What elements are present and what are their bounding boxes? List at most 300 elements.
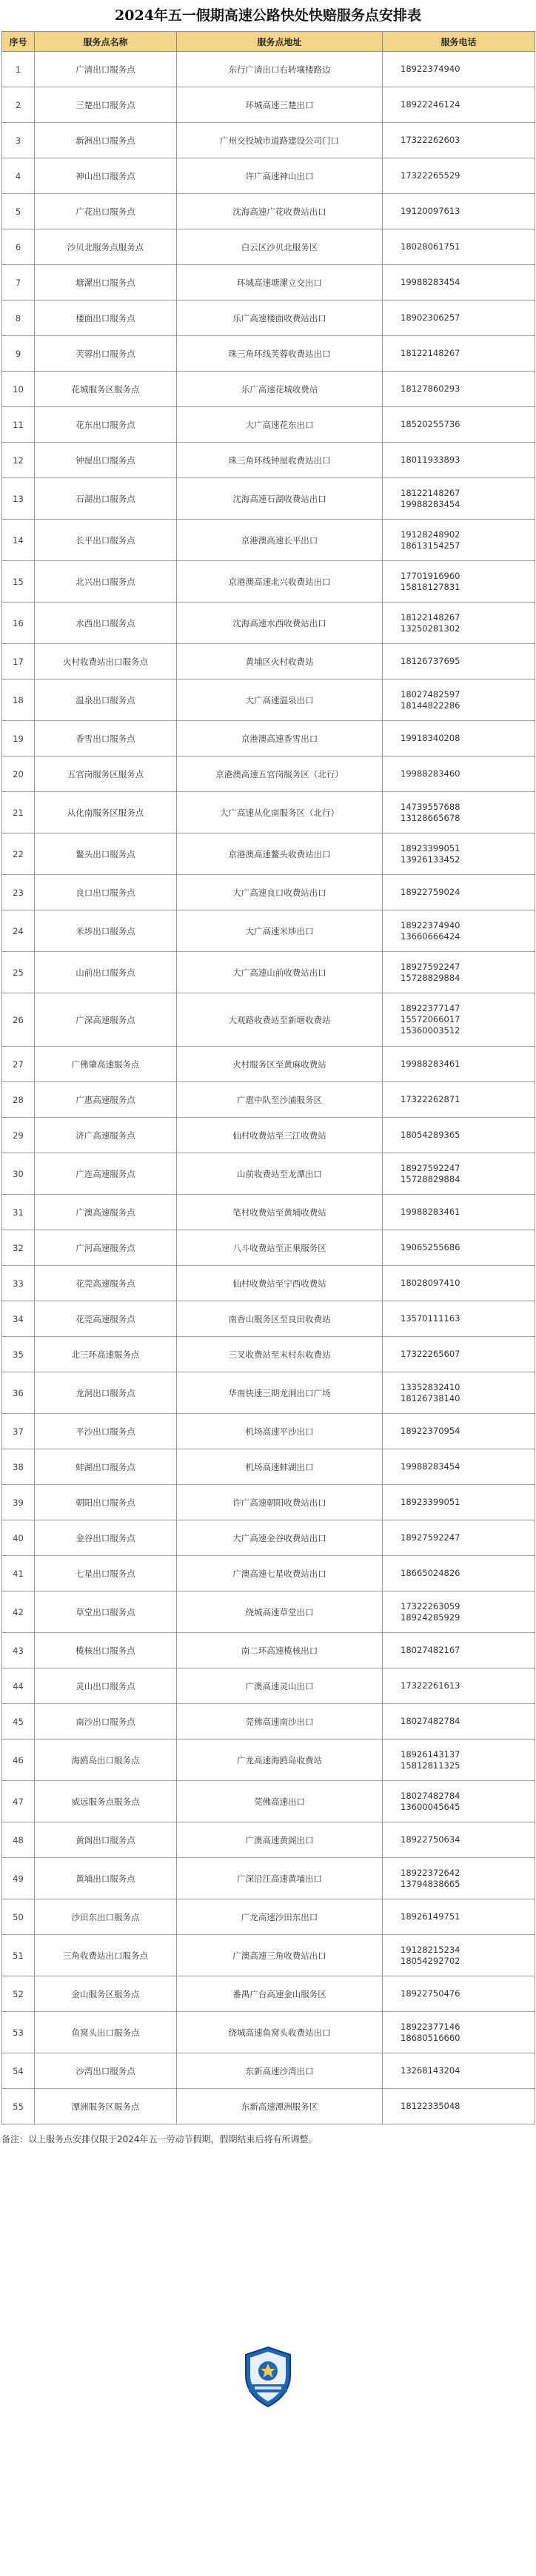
table-row <box>2 1485 535 1520</box>
cell-no: 35 <box>2 1337 35 1372</box>
cell-name: 灵山出口服务点 <box>35 1668 177 1704</box>
cell-address: 京港澳高速香雪出口 <box>177 721 383 757</box>
phone-number[interactable]: 18665024826 <box>401 1568 460 1578</box>
table-row <box>2 123 535 158</box>
cell-no: 55 <box>2 2089 35 2124</box>
phone-number[interactable]: 13600045645 <box>401 1801 460 1812</box>
table-row <box>2 372 535 407</box>
cell-no: 3 <box>2 123 35 158</box>
cell-no: 6 <box>2 229 35 265</box>
phone-number[interactable]: 18028061751 <box>401 241 460 252</box>
phone-number[interactable]: 18923399051 <box>401 842 460 853</box>
table-row <box>2 875 535 910</box>
cell-address: 山前收费站至龙潭出口 <box>177 1153 383 1195</box>
cell-phone <box>383 1485 535 1520</box>
cell-address: 大广高速米埗出口 <box>177 910 383 952</box>
phone-number[interactable]: 18922377146 <box>401 2021 460 2032</box>
table-row <box>2 644 535 680</box>
cell-name: 黄埔出口服务点 <box>35 1858 177 1899</box>
phone-number[interactable]: 18126738140 <box>401 1392 460 1403</box>
cell-phone <box>383 875 535 910</box>
cell-phone <box>383 520 535 561</box>
cell-name: 蚌湖出口服务点 <box>35 1449 177 1485</box>
cell-no: 29 <box>2 1118 35 1153</box>
cell-address: 广澳高速灵山出口 <box>177 1668 383 1704</box>
phone-number[interactable]: 18922246124 <box>401 99 460 110</box>
table-row <box>2 1301 535 1337</box>
cell-address: 广惠中队至沙浦服务区 <box>177 1082 383 1118</box>
cell-phone <box>383 1118 535 1153</box>
phone-number[interactable]: 18126737695 <box>401 656 460 666</box>
cell-no: 54 <box>2 2053 35 2089</box>
phone-number[interactable]: 13268143204 <box>401 2065 460 2076</box>
cell-name: 长平出口服务点 <box>35 520 177 561</box>
table-row <box>2 229 535 265</box>
cell-name: 龙洞出口服务点 <box>35 1372 177 1414</box>
phone-number[interactable]: 15818127831 <box>401 581 460 592</box>
table-row <box>2 478 535 520</box>
cell-name: 花城服务区服务点 <box>35 372 177 407</box>
cell-address: 大广高速从化南服务区（北行） <box>177 792 383 833</box>
table-row <box>2 1935 535 1976</box>
cell-address: 莞佛高速南沙出口 <box>177 1704 383 1740</box>
cell-phone <box>383 1556 535 1591</box>
phone-number[interactable]: 18922750634 <box>401 1834 460 1845</box>
cell-no: 2 <box>2 87 35 123</box>
table-row <box>2 1414 535 1449</box>
phone-number[interactable]: 18054292702 <box>401 1955 460 1966</box>
cell-address: 京港澳高速长平出口 <box>177 520 383 561</box>
cell-address: 南香山服务区至良田收费站 <box>177 1301 383 1337</box>
cell-name: 七星出口服务点 <box>35 1556 177 1591</box>
cell-address: 机场高速蚌湖出口 <box>177 1449 383 1485</box>
phone-number[interactable]: 17322265607 <box>401 1349 460 1359</box>
phone-number[interactable]: 18922370954 <box>401 1426 460 1436</box>
table-row <box>2 680 535 721</box>
cell-name: 从化南服务区服务点 <box>35 792 177 833</box>
phone-number[interactable]: 13128665678 <box>401 812 460 823</box>
phone-number[interactable]: 18027482784 <box>401 1716 460 1726</box>
table-row <box>2 603 535 644</box>
table-row <box>2 1899 535 1935</box>
table-row <box>2 2053 535 2089</box>
cell-phone <box>383 1047 535 1082</box>
cell-address: 乐广高速楼面收费站出口 <box>177 301 383 336</box>
phone-number[interactable]: 18680516660 <box>401 2032 460 2043</box>
table-row <box>2 265 535 301</box>
table-row <box>2 1266 535 1301</box>
table-row <box>2 158 535 194</box>
police-badge-logo <box>238 2343 298 2409</box>
phone-number[interactable]: 18922374940 <box>401 919 460 930</box>
cell-phone <box>383 833 535 875</box>
cell-phone <box>383 792 535 833</box>
table-row <box>2 993 535 1047</box>
cell-address: 仙村收费站至宁西收费站 <box>177 1266 383 1301</box>
phone-number[interactable]: 17322262871 <box>401 1094 460 1104</box>
header-phone: 服务电话 <box>383 32 535 52</box>
phone-number[interactable]: 18923399051 <box>401 1497 460 1507</box>
cell-address: 京港澳高速鳌头收费站出口 <box>177 833 383 875</box>
cell-name: 广佛肇高速服务点 <box>35 1047 177 1082</box>
table-row <box>2 792 535 833</box>
cell-no: 46 <box>2 1740 35 1781</box>
cell-name: 朝阳出口服务点 <box>35 1485 177 1520</box>
cell-phone <box>383 1858 535 1899</box>
cell-address: 火村服务区至黄麻收费站 <box>177 1047 383 1082</box>
cell-name: 海鸥岛出口服务点 <box>35 1740 177 1781</box>
cell-address: 沈海高速石湖收费站出口 <box>177 478 383 520</box>
cell-name: 神山出口服务点 <box>35 158 177 194</box>
cell-address: 番禺广台高速金山服务区 <box>177 1976 383 2012</box>
cell-no: 49 <box>2 1858 35 1899</box>
phone-number[interactable]: 15360003512 <box>401 1025 460 1036</box>
cell-address: 大广高速温泉出口 <box>177 680 383 721</box>
phone-number[interactable]: 17701916960 <box>401 570 460 581</box>
cell-no: 20 <box>2 757 35 792</box>
cell-phone <box>383 194 535 229</box>
table-row <box>2 1520 535 1556</box>
table-row <box>2 1082 535 1118</box>
phone-number[interactable]: 18027482784 <box>401 1790 460 1801</box>
phone-number[interactable]: 14739557688 <box>401 801 460 812</box>
phone-number[interactable]: 19988283460 <box>401 768 460 779</box>
cell-no: 47 <box>2 1781 35 1822</box>
phone-number[interactable]: 19120097613 <box>401 206 460 216</box>
cell-name: 广澳高速服务点 <box>35 1195 177 1230</box>
cell-name: 水西出口服务点 <box>35 603 177 644</box>
table-row <box>2 757 535 792</box>
cell-no: 32 <box>2 1230 35 1266</box>
phone-number[interactable]: 19988283454 <box>401 498 460 509</box>
cell-phone <box>383 336 535 372</box>
cell-name: 新洲出口服务点 <box>35 123 177 158</box>
cell-no: 36 <box>2 1372 35 1414</box>
header-address: 服务点地址 <box>177 32 383 52</box>
phone-number[interactable]: 13794838665 <box>401 1878 460 1889</box>
cell-name: 潭洲服务区服务点 <box>35 2089 177 2124</box>
cell-no: 51 <box>2 1935 35 1976</box>
phone-number[interactable]: 19918340208 <box>401 733 460 743</box>
phone-number[interactable]: 18926149751 <box>401 1911 460 1922</box>
cell-address: 机场高速平沙出口 <box>177 1414 383 1449</box>
cell-name: 沙田东出口服务点 <box>35 1899 177 1935</box>
cell-no: 27 <box>2 1047 35 1082</box>
phone-number[interactable]: 18902306257 <box>401 312 460 323</box>
phone-number[interactable]: 17322265529 <box>401 170 460 181</box>
cell-no: 23 <box>2 875 35 910</box>
table-row <box>2 1556 535 1591</box>
table-row <box>2 2012 535 2053</box>
cell-no: 11 <box>2 407 35 443</box>
cell-phone <box>383 1822 535 1858</box>
cell-address: 笔村收费站至黄埔收费站 <box>177 1195 383 1230</box>
shield-logo-icon <box>238 2343 298 2409</box>
phone-number[interactable]: 18027482167 <box>401 1645 460 1655</box>
phone-number[interactable]: 15728829884 <box>401 972 460 983</box>
cell-phone <box>383 1668 535 1704</box>
phone-number[interactable]: 15812811325 <box>401 1760 460 1771</box>
cell-address: 南二环高速榄核出口 <box>177 1633 383 1668</box>
phone-number[interactable]: 19988283461 <box>401 1059 460 1069</box>
cell-name: 广惠高速服务点 <box>35 1082 177 1118</box>
cell-name: 钟屋出口服务点 <box>35 443 177 478</box>
cell-no: 30 <box>2 1153 35 1195</box>
cell-address: 广深沿江高速黄埔出口 <box>177 1858 383 1899</box>
cell-name: 温泉出口服务点 <box>35 680 177 721</box>
phone-number[interactable]: 13926133452 <box>401 853 460 865</box>
table-row <box>2 1153 535 1195</box>
cell-phone <box>383 52 535 87</box>
cell-name: 楼面出口服务点 <box>35 301 177 336</box>
table-row <box>2 194 535 229</box>
table-row <box>2 1822 535 1858</box>
phone-number[interactable]: 19988283454 <box>401 1461 460 1472</box>
cell-address: 广龙高速沙田东出口 <box>177 1899 383 1935</box>
footnote: 备注：以上服务点安排仅限于2024年五一劳动节假期，假期结束后将有所调整。 <box>1 2134 318 2144</box>
cell-address: 莞佛高速出口 <box>177 1781 383 1822</box>
table-header-row <box>2 32 535 52</box>
cell-name: 沙湾出口服务点 <box>35 2053 177 2089</box>
cell-phone <box>383 1740 535 1781</box>
cell-phone <box>383 158 535 194</box>
cell-no: 37 <box>2 1414 35 1449</box>
cell-no: 38 <box>2 1449 35 1485</box>
table-row <box>2 1195 535 1230</box>
phone-number[interactable]: 18144822286 <box>401 700 460 711</box>
cell-address: 绕城高速草堂出口 <box>177 1591 383 1633</box>
header-name: 服务点名称 <box>35 32 177 52</box>
cell-name: 广深高速服务点 <box>35 993 177 1047</box>
cell-no: 28 <box>2 1082 35 1118</box>
phone-number[interactable]: 17322262603 <box>401 135 460 145</box>
header-no: 序号 <box>2 32 35 52</box>
phone-number[interactable]: 17322263059 <box>401 1600 460 1611</box>
cell-phone <box>383 301 535 336</box>
cell-no: 39 <box>2 1485 35 1520</box>
cell-address: 许广高速神山出口 <box>177 158 383 194</box>
cell-phone <box>383 372 535 407</box>
cell-name: 芙蓉出口服务点 <box>35 336 177 372</box>
cell-name: 广连高速服务点 <box>35 1153 177 1195</box>
cell-no: 15 <box>2 561 35 603</box>
cell-address: 黄埔区火村收费站 <box>177 644 383 680</box>
phone-number[interactable]: 15728829884 <box>401 1173 460 1184</box>
cell-name: 平沙出口服务点 <box>35 1414 177 1449</box>
cell-name: 草堂出口服务点 <box>35 1591 177 1633</box>
cell-address: 大广高速花东出口 <box>177 407 383 443</box>
cell-phone <box>383 603 535 644</box>
phone-number[interactable]: 18927592247 <box>401 961 460 972</box>
cell-name: 花莞高速服务点 <box>35 1301 177 1337</box>
cell-name: 榄核出口服务点 <box>35 1633 177 1668</box>
cell-phone <box>383 1301 535 1337</box>
cell-no: 52 <box>2 1976 35 2012</box>
cell-name: 鳌头出口服务点 <box>35 833 177 875</box>
cell-no: 53 <box>2 2012 35 2053</box>
cell-no: 33 <box>2 1266 35 1301</box>
cell-no: 40 <box>2 1520 35 1556</box>
phone-number[interactable]: 18027482597 <box>401 688 460 700</box>
phone-number[interactable]: 18122148267 <box>401 611 460 623</box>
cell-no: 41 <box>2 1556 35 1591</box>
cell-no: 24 <box>2 910 35 952</box>
cell-name: 山前出口服务点 <box>35 952 177 993</box>
cell-address: 华南快速三期龙洞出口广场 <box>177 1372 383 1414</box>
phone-number[interactable]: 18922759024 <box>401 887 460 897</box>
phone-number[interactable]: 15572066017 <box>401 1014 460 1024</box>
cell-phone <box>383 1266 535 1301</box>
table-row <box>2 1781 535 1822</box>
cell-address: 沈海高速广花收费站出口 <box>177 194 383 229</box>
phone-number[interactable]: 18613154257 <box>401 540 460 551</box>
table-row <box>2 1337 535 1372</box>
table-row <box>2 52 535 87</box>
cell-phone <box>383 1195 535 1230</box>
table-row <box>2 952 535 993</box>
phone-number[interactable]: 18927592247 <box>401 1162 460 1173</box>
cell-phone <box>383 2012 535 2053</box>
cell-no: 5 <box>2 194 35 229</box>
cell-address: 大广高速金谷收费站出口 <box>177 1520 383 1556</box>
table-row <box>2 2089 535 2124</box>
cell-no: 42 <box>2 1591 35 1633</box>
cell-phone <box>383 910 535 952</box>
table-row <box>2 407 535 443</box>
phone-number[interactable]: 17322261613 <box>401 1680 460 1691</box>
phone-number[interactable]: 18028097410 <box>401 1278 460 1288</box>
cell-address: 广澳高速七星收费站出口 <box>177 1556 383 1591</box>
page-title: 2024年五一假期高速公路快处快赔服务点安排表 <box>115 7 421 24</box>
phone-number[interactable]: 18122148267 <box>401 348 460 358</box>
phone-number[interactable]: 18922377147 <box>401 1003 460 1013</box>
cell-no: 43 <box>2 1633 35 1668</box>
cell-address: 环城高速三楚出口 <box>177 87 383 123</box>
cell-name: 金山服务区服务点 <box>35 1976 177 2012</box>
cell-address: 八斗收费站至正果服务区 <box>177 1230 383 1266</box>
cell-no: 1 <box>2 52 35 87</box>
cell-phone <box>383 1372 535 1414</box>
phone-number[interactable]: 18520255736 <box>401 419 460 429</box>
cell-phone <box>383 1935 535 1976</box>
cell-address: 京港澳高速北兴收费站出口 <box>177 561 383 603</box>
cell-phone <box>383 1899 535 1935</box>
cell-name: 广清出口服务点 <box>35 52 177 87</box>
table-row <box>2 336 535 372</box>
cell-no: 9 <box>2 336 35 372</box>
phone-number[interactable]: 13660666424 <box>401 930 460 942</box>
cell-name: 鱼窝头出口服务点 <box>35 2012 177 2053</box>
cell-no: 8 <box>2 301 35 336</box>
cell-address: 仙村收费站至三江收费站 <box>177 1118 383 1153</box>
phone-number[interactable]: 18122335048 <box>401 2101 460 2111</box>
table-row <box>2 1230 535 1266</box>
cell-phone <box>383 265 535 301</box>
phone-number[interactable]: 13570111163 <box>401 1313 460 1324</box>
cell-address: 东新高速沙湾出口 <box>177 2053 383 2089</box>
phone-number[interactable]: 18922372642 <box>401 1867 460 1878</box>
phone-number[interactable]: 13352832410 <box>401 1381 460 1392</box>
phone-number[interactable]: 19988283454 <box>401 277 460 287</box>
cell-name: 塘漯出口服务点 <box>35 265 177 301</box>
phone-number[interactable]: 18926143137 <box>401 1748 460 1760</box>
table-row <box>2 520 535 561</box>
cell-name: 北兴出口服务点 <box>35 561 177 603</box>
phone-number[interactable]: 18922374940 <box>401 64 460 74</box>
phone-number[interactable]: 18924285929 <box>401 1611 460 1623</box>
table-body <box>2 52 535 2124</box>
table-row <box>2 1591 535 1633</box>
cell-phone <box>383 1633 535 1668</box>
cell-phone <box>383 87 535 123</box>
cell-name: 南沙出口服务点 <box>35 1704 177 1740</box>
cell-no: 18 <box>2 680 35 721</box>
cell-address: 广州交投城市道路建设公司门口 <box>177 123 383 158</box>
cell-no: 44 <box>2 1668 35 1704</box>
cell-name: 黄阁出口服务点 <box>35 1822 177 1858</box>
cell-phone <box>383 2089 535 2124</box>
phone-number[interactable]: 18122148267 <box>401 487 460 498</box>
cell-phone <box>383 229 535 265</box>
cell-address: 大观路收费站至新塘收费站 <box>177 993 383 1047</box>
phone-number[interactable]: 19065255686 <box>401 1242 460 1252</box>
table-row <box>2 1372 535 1414</box>
cell-no: 48 <box>2 1822 35 1858</box>
table-row <box>2 1976 535 2012</box>
cell-phone <box>383 443 535 478</box>
cell-address: 大广高速良口收费站出口 <box>177 875 383 910</box>
cell-phone <box>383 1976 535 2012</box>
phone-number[interactable]: 18054289365 <box>401 1130 460 1140</box>
cell-name: 沙贝北服务点服务点 <box>35 229 177 265</box>
cell-no: 13 <box>2 478 35 520</box>
phone-number[interactable]: 19128215234 <box>401 1944 460 1955</box>
cell-phone <box>383 721 535 757</box>
cell-address: 大广高速山前收费站出口 <box>177 952 383 993</box>
cell-address: 广龙高速海鸥岛收费站 <box>177 1740 383 1781</box>
cell-name: 三楚出口服务点 <box>35 87 177 123</box>
cell-no: 12 <box>2 443 35 478</box>
cell-phone <box>383 2053 535 2089</box>
cell-no: 50 <box>2 1899 35 1935</box>
cell-name: 北三环高速服务点 <box>35 1337 177 1372</box>
cell-name: 花东出口服务点 <box>35 407 177 443</box>
cell-phone <box>383 561 535 603</box>
cell-no: 4 <box>2 158 35 194</box>
cell-address: 沈海高速水西收费站出口 <box>177 603 383 644</box>
cell-phone <box>383 407 535 443</box>
cell-no: 22 <box>2 833 35 875</box>
cell-phone <box>383 1520 535 1556</box>
phone-number[interactable]: 13250281302 <box>401 623 460 634</box>
cell-name: 米埗出口服务点 <box>35 910 177 952</box>
cell-name: 火村收费站出口服务点 <box>35 644 177 680</box>
phone-number[interactable]: 18011933893 <box>401 455 460 465</box>
cell-phone <box>383 1781 535 1822</box>
phone-number[interactable]: 19128248902 <box>401 529 460 540</box>
phone-number[interactable]: 18922750476 <box>401 1988 460 1999</box>
cell-address: 三叉收费站至末村东收费站 <box>177 1337 383 1372</box>
cell-phone <box>383 1082 535 1118</box>
cell-phone <box>383 1591 535 1633</box>
phone-number[interactable]: 18127860293 <box>401 383 460 394</box>
cell-phone <box>383 680 535 721</box>
phone-number[interactable]: 19988283461 <box>401 1207 460 1217</box>
phone-number[interactable]: 18927592247 <box>401 1532 460 1543</box>
cell-no: 17 <box>2 644 35 680</box>
cell-address: 许广高速朝阳收费站出口 <box>177 1485 383 1520</box>
cell-address: 广澳高速黄阁出口 <box>177 1822 383 1858</box>
